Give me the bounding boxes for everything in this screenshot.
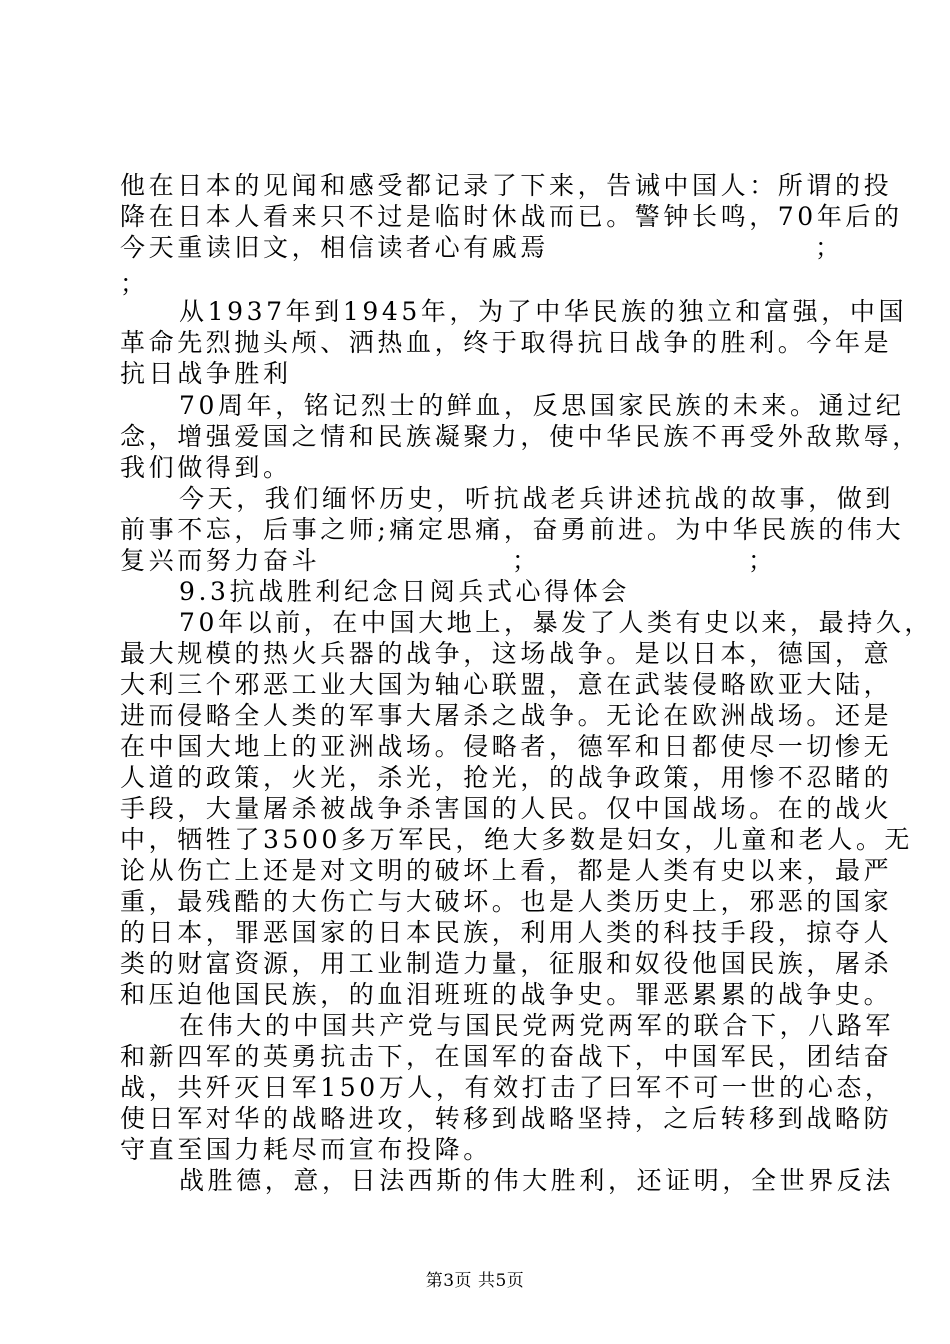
text-semicolon: ； <box>512 546 538 575</box>
text-line: 大利三个邪恶工业大国为轴心联盟，意在武装侵略欧亚大陆， <box>120 670 893 699</box>
text-line: 守直至国力耗尽而宣布投降。 <box>120 1135 492 1164</box>
text-semicolon: ； <box>815 233 841 262</box>
text-line: 革命先烈抛头颅、洒热血，终于取得抗日战争的胜利。今年是 <box>120 328 893 357</box>
text-line: 和压迫他国民族，的血泪班班的战争史。罪恶累累的战争史。 <box>120 980 893 1009</box>
page-number: 第3页 共5页 <box>425 1271 525 1291</box>
paragraph-line: 70年以前，在中国大地上，暴发了人类有史以来，最持久， <box>179 608 934 637</box>
text-line: 战，共歼灭日军150万人，有效打击了曰军不可一世的心态， <box>120 1073 894 1102</box>
text-line: 论从伤亡上还是对文明的破坏上看，都是人类有史以来，最严 <box>120 856 893 885</box>
text-line: 降在日本人看来只不过是临时休战而已。警钟长鸣，70年后的 <box>120 202 903 231</box>
text-line: 抗日战争胜利 <box>120 359 292 388</box>
paragraph-line: 今天，我们缅怀历史，听抗战老兵讲述抗战的故事，做到 <box>179 484 895 513</box>
paragraph-line: 从1937年到1945年，为了中华民族的独立和富强，中国 <box>179 297 908 326</box>
text-line: 中，牺牲了3500多万军民，绝大多数是妇女，儿童和老人。无 <box>120 825 914 854</box>
paragraph-line: 70周年，铭记烈士的鲜血，反思国家民族的未来。通过纪 <box>179 391 905 420</box>
text-line: 手段，大量屠杀被战争杀害国的人民。仅中国战场。在的战火 <box>120 794 893 823</box>
text-semicolon: ； <box>748 546 774 575</box>
text-line: 他在日本的见闻和感受都记录了下来，告诫中国人：所谓的投 <box>120 171 893 200</box>
text-line: 念，增强爱国之情和民族凝聚力，使中华民族不再受外敌欺辱， <box>120 422 921 451</box>
paragraph-line: 在伟大的中国共产党与国民党两党两军的联合下，八路军 <box>179 1011 895 1040</box>
text-line: 最大规模的热火兵器的战争，这场战争。是以日本，德国，意 <box>120 639 893 668</box>
text-line: 在中国大地上的亚洲战场。侵略者，德军和日都使尽一切惨无 <box>120 732 893 761</box>
text-line: 复兴而努力奋斗 <box>120 546 321 575</box>
text-line: 进而侵略全人类的军事大屠杀之战争。无论在欧洲战场。还是 <box>120 701 893 730</box>
text-line: 重，最残酷的大伤亡与大破坏。也是人类历史上，邪恶的国家 <box>120 887 893 916</box>
text-semicolon: ； <box>120 269 146 298</box>
text-line: 类的财富资源，用工业制造力量，征服和奴役他国民族，屠杀 <box>120 949 893 978</box>
text-line: 前事不忘，后事之师;痛定思痛，奋勇前进。为中华民族的伟大 <box>120 515 905 544</box>
text-line: 今天重读旧文，相信读者心有戚焉 <box>120 233 550 262</box>
text-line: 使日军对华的战略进攻，转移到战略坚持，之后转移到战略防 <box>120 1104 893 1133</box>
section-heading: 9.3抗战胜利纪念日阅兵式心得体会 <box>179 577 630 606</box>
text-line: 的日本，罪恶国家的日本民族，利用人类的科技手段，掠夺人 <box>120 918 893 947</box>
text-line: 人道的政策，火光，杀光，抢光，的战争政策，用惨不忍睹的 <box>120 763 893 792</box>
text-line: 和新四军的英勇抗击下，在国军的奋战下，中国军民，团结奋 <box>120 1042 893 1071</box>
paragraph-line: 战胜德，意，日法西斯的伟大胜利，还证明，全世界反法 <box>179 1166 895 1195</box>
text-line: 我们做得到。 <box>120 453 292 482</box>
